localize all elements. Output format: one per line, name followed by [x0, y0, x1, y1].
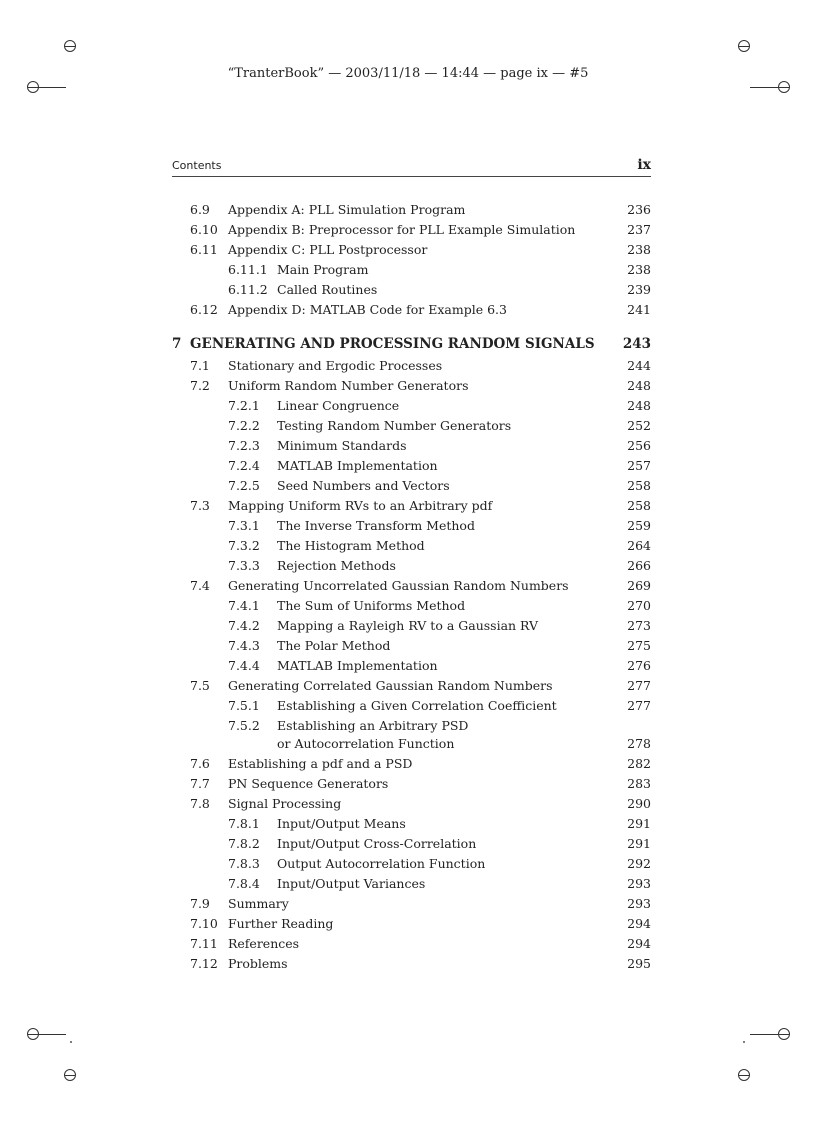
running-head [172, 157, 651, 177]
toc-entry[interactable]: 7.3.1 The Inverse Transform Method 259 [228, 518, 651, 533]
toc-entry[interactable]: 7.2.4 MATLAB Implementation 257 [228, 458, 651, 473]
crop-mark-line [750, 87, 778, 88]
toc-entry[interactable]: 7.2 Uniform Random Number Generators 248 [190, 378, 651, 393]
toc-entry[interactable]: 7.4.3 The Polar Method 275 [228, 638, 651, 653]
toc-entry[interactable]: 7.8.4 Input/Output Variances 293 [228, 876, 651, 891]
toc-entry[interactable]: 7.5.2 Establishing an Arbitrary PSD or Autocorrelation Function 278 [228, 718, 651, 751]
toc-entry[interactable]: 7.8 Signal Processing 290 [190, 796, 651, 811]
toc-entry[interactable]: 6.11.1 Main Program 238 [228, 262, 651, 277]
table-of-contents [172, 200, 651, 974]
toc-entry[interactable]: 7.2.1 Linear Congruence 248 [228, 398, 651, 413]
crop-mark-line [38, 87, 66, 88]
toc-entry[interactable]: 6.11.2 Called Routines 239 [228, 282, 651, 297]
toc-entry[interactable]: 6.11 Appendix C: PLL Postprocessor 238 [190, 242, 651, 257]
toc-entry[interactable]: 7.5 Generating Correlated Gaussian Random Numbers 277 [190, 678, 651, 693]
toc-title-line-2: or Autocorrelation Function [277, 736, 455, 751]
toc-entry[interactable]: 6.10 Appendix B: Preprocessor for PLL Example Simulation 237 [190, 222, 651, 237]
page-number: ix [637, 157, 651, 173]
toc-entry[interactable]: 6.9 Appendix A: PLL Simulation Program 236 [190, 202, 651, 217]
toc-entry[interactable]: 7.2.3 Minimum Standards 256 [228, 438, 651, 453]
crop-mark-icon [738, 40, 750, 52]
crop-dot [70, 1041, 72, 1043]
toc-entry[interactable]: 7.2.5 Seed Numbers and Vectors 258 [228, 478, 651, 493]
print-header: “TranterBook” — 2003/11/18 — 14:44 — page ix — #5 [227, 66, 589, 81]
running-head-section: Contents [172, 159, 222, 172]
crop-mark-icon [64, 1069, 76, 1081]
toc-entry[interactable]: 7.9 Summary 293 [190, 896, 651, 911]
toc-entry[interactable]: 7.3 Mapping Uniform RVs to an Arbitrary pdf 258 [190, 498, 651, 513]
toc-entry[interactable]: 6.12 Appendix D: MATLAB Code for Example 6.3 241 [190, 302, 651, 317]
crop-mark-icon [64, 40, 76, 52]
toc-entry[interactable]: 7.4 Generating Uncorrelated Gaussian Random Numbers 269 [190, 578, 651, 593]
toc-entry[interactable]: 7.12 Problems 295 [190, 956, 651, 971]
crop-dot [743, 1041, 745, 1043]
toc-entry[interactable]: 7.8.3 Output Autocorrelation Function 292 [228, 856, 651, 871]
toc-entry[interactable]: 7.3.3 Rejection Methods 266 [228, 558, 651, 573]
crop-mark-icon [778, 81, 790, 93]
toc-chapter[interactable]: 7 GENERATING AND PROCESSING RANDOM SIGNALS 243 [172, 336, 651, 352]
header-rule [172, 176, 651, 177]
toc-entry[interactable]: 7.5.1 Establishing a Given Correlation Coefficient 277 [228, 698, 651, 713]
toc-entry[interactable]: 7.1 Stationary and Ergodic Processes 244 [190, 358, 651, 373]
toc-entry[interactable]: 7.4.1 The Sum of Uniforms Method 270 [228, 598, 651, 613]
toc-entry[interactable]: 7.3.2 The Histogram Method 264 [228, 538, 651, 553]
toc-entry[interactable]: 7.8.2 Input/Output Cross-Correlation 291 [228, 836, 651, 851]
toc-entry[interactable]: 7.6 Establishing a pdf and a PSD 282 [190, 756, 651, 771]
toc-entry[interactable]: 7.4.4 MATLAB Implementation 276 [228, 658, 651, 673]
toc-entry[interactable]: 7.2.2 Testing Random Number Generators 252 [228, 418, 651, 433]
toc-entry[interactable]: 7.10 Further Reading 294 [190, 916, 651, 931]
toc-entry[interactable]: 7.8.1 Input/Output Means 291 [228, 816, 651, 831]
toc-title-line-1: Establishing an Arbitrary PSD [277, 718, 469, 733]
crop-mark-line [38, 1034, 66, 1035]
crop-mark-icon [738, 1069, 750, 1081]
crop-mark-icon [778, 1028, 790, 1040]
toc-entry[interactable]: 7.11 References 294 [190, 936, 651, 951]
toc-entry[interactable]: 7.7 PN Sequence Generators 283 [190, 776, 651, 791]
crop-mark-line [750, 1034, 778, 1035]
toc-entry[interactable]: 7.4.2 Mapping a Rayleigh RV to a Gaussian RV 273 [228, 618, 651, 633]
